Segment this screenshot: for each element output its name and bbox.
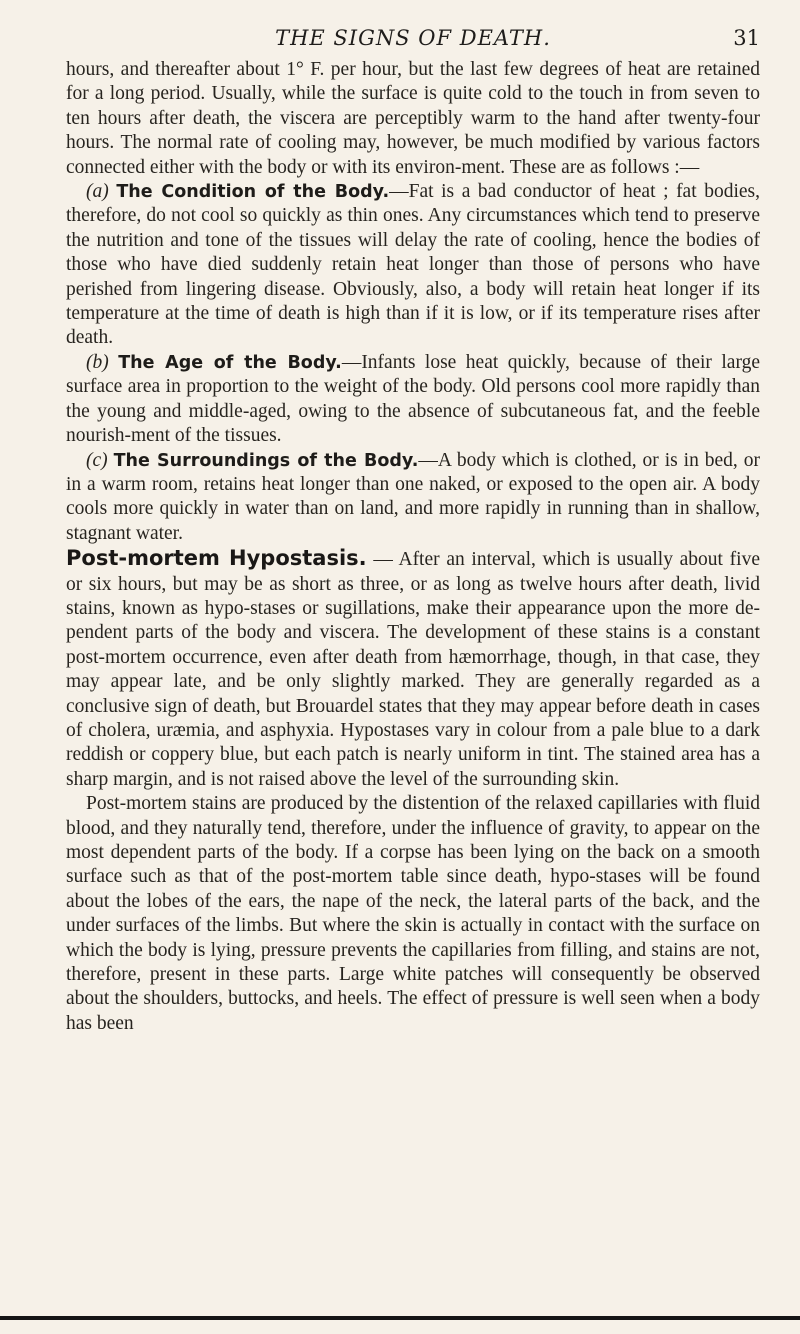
running-title: THE SIGNS OF DEATH.	[275, 26, 551, 50]
bottom-edge-rule	[0, 1316, 800, 1320]
paragraph-c-text: —A body which is clothed, or is in bed, or in a warm room, retains heat longer than one naked, or exposed to the open air. A body cools more quickly in water than on land, and more rapidly in running than in shallow, stagnant water.	[66, 449, 760, 544]
paragraph-a-marker: (a)	[86, 181, 109, 203]
paragraph-b	[66, 351, 760, 449]
paragraph-b-text: —Infants lose heat quickly, because of their large surface area in proportion to the weight of the body. Old persons cool more rapidly than the young and middle-aged, owing to the absence of subcutaneous fat, and the feeble nourish-ment of the tissues.	[66, 351, 760, 447]
paragraph-b-marker: (b)	[86, 351, 109, 373]
paragraph-c-marker: (c)	[86, 449, 108, 471]
hypostasis-text: — After an interval, which is usually about five or six hours, but may be as short as three, or as long as twelve hours after death, livid stains, known as hypo-stases or sugillations, make their appearance upon the more de-pendent parts of the body and viscera. The development of these stains is a constant post-mortem occurrence, even after death from hæmorrhage, though, in that case, they may appear late, and be only slightly marked. They are generally regarded as a conclusive sign of death, but Brouardel states that they may appear before death in cases of cholera, uræmia, and asphyxia. Hypostases vary in colour from a pale blue to a dark reddish or coppery blue, but each patch is nearly uniform in tint. The stained area has a sharp margin, and is not raised above the level of the surrounding skin.	[66, 549, 760, 790]
page-number: 31	[733, 26, 760, 50]
paragraph-c-heading: The Surroundings of the Body.	[113, 450, 419, 471]
paragraph-a	[66, 180, 760, 351]
intro-paragraph: hours, and thereafter about 1° F. per hour, but the last few degrees of heat are retained for a long period. Usually, while the surface is quite cold to the touch in from seven to ten hours after death, the viscera are perceptibly warm to the hand after twenty-four hours. The normal rate of cooling may, however, be much modified by various factors connected either with the body or with its environ-ment. These are as follows :—	[66, 59, 760, 178]
hypostasis-paragraph	[66, 546, 760, 792]
running-header	[66, 24, 760, 54]
paragraph-a-text: —Fat is a bad conductor of heat ; fat bodies, therefore, do not cool so quickly as thin ones. Any circumstances which tend to preserve the nutrition and tone of the tissues will delay the rate of cooling, hence the bodies of those who have died suddenly retain heat longer than those of persons who have perished from lingering disease. Obviously, also, a body will retain heat longer if its temperature at the time of death is high than if it is low, or if its temperature rises after death.	[66, 181, 760, 349]
hypostasis-heading: Post-mortem Hypostasis.	[66, 546, 367, 571]
body-text	[66, 58, 760, 1036]
paragraph-a-heading: The Condition of the Body.	[116, 182, 390, 203]
final-paragraph: Post-mortem stains are produced by the distention of the relaxed capillaries with fluid blood, and they naturally tend, therefore, under the influence of gravity, to appear on the most dependent parts of the body. If a corpse has been lying on the back on a smooth surface such as that of the post-mortem table since death, hypo-stases will be found about the lobes of the ears, the nape of the neck, the lateral parts of the back, and the under surfaces of the limbs. But where the skin is actually in contact with the surface on which the body is lying, pressure prevents the capillaries from filling, and stains are not, therefore, present in these parts. Large white patches will consequently be observed about the shoulders, buttocks, and heels. The effect of pressure is well seen when a body has been	[66, 793, 760, 1034]
paragraph-c	[66, 449, 760, 547]
paragraph-b-heading: The Age of the Body.	[118, 352, 342, 373]
